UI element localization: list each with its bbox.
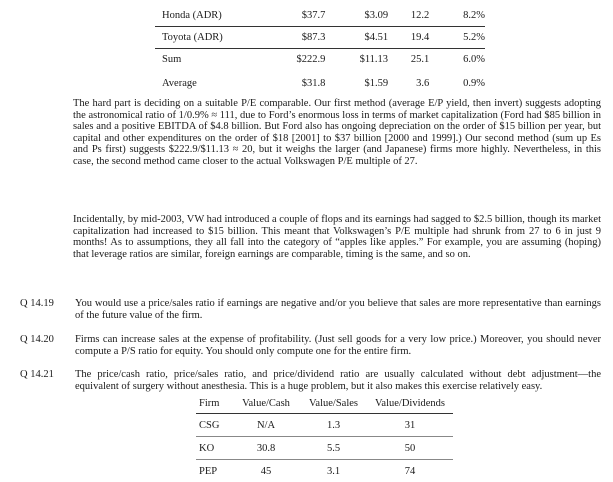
earnings-cell: $11.13 bbox=[359, 54, 389, 65]
pe-cell: 19.4 bbox=[388, 27, 429, 49]
value-cash-cell: 30.8 bbox=[232, 437, 300, 460]
ep-cell: 0.9% bbox=[463, 77, 485, 89]
table-row bbox=[155, 27, 485, 49]
firm-name-cell: Honda (ADR) bbox=[155, 5, 255, 27]
price-cell: $37.7 bbox=[255, 5, 325, 27]
column-header: Value/Sales bbox=[300, 393, 367, 414]
price-cell: $222.9 bbox=[296, 54, 326, 65]
ep-cell: 5.2% bbox=[429, 27, 485, 49]
value-dividends-cell: 50 bbox=[367, 437, 453, 460]
pe-cell: 25.1 bbox=[410, 54, 430, 65]
question-item bbox=[20, 334, 601, 357]
column-header: Firm bbox=[196, 393, 232, 414]
firm-name-cell: Sum bbox=[162, 54, 182, 65]
table-header-row bbox=[196, 393, 453, 414]
table-row bbox=[155, 70, 485, 96]
table-row bbox=[155, 5, 485, 27]
firm-cell: KO bbox=[196, 437, 232, 460]
question-label: Q 14.19 bbox=[20, 298, 54, 309]
table-row bbox=[196, 414, 453, 437]
value-cash-cell: 45 bbox=[260, 465, 272, 477]
firm-cell: PEP bbox=[199, 465, 218, 477]
price-cell: $87.3 bbox=[255, 27, 325, 49]
earnings-cell: $4.51 bbox=[325, 27, 388, 49]
column-header: Value/Dividends bbox=[367, 393, 453, 414]
value-sales-cell: 5.5 bbox=[300, 437, 367, 460]
firm-name-cell: Toyota (ADR) bbox=[155, 27, 255, 49]
value-cash-cell: N/A bbox=[232, 414, 300, 437]
body-paragraph: The hard part is deciding on a suitable P/E comparable. Our first method (average E/P yield, then invert) suggests adopting the astronomical ratio of 1/0.9% ≈ 111, due to Ford’s enormous loss in terms of market capitalization (Ford had $85 billion in sales and a positive EBITDA of $4.8 billion. But Ford also has ongoing depreciation on the order of $15 billion per year, but capital and other expenditures on the order of $18 [2001] to $37 billion [2000 and 1999].) Our second method (sum up Es and Ps first) suggests $222.9/$11.13 ≈ 20, but it weighs the larger (and Japanese) firms more highly. Nevertheless, in this case, the second method came closer to the actual Volkswagen P/E multiple of 27. bbox=[73, 98, 601, 167]
question-item bbox=[20, 369, 601, 392]
price-cell: $31.8 bbox=[301, 77, 326, 89]
firm-name-cell: Average bbox=[162, 77, 197, 89]
earnings-cell: $3.09 bbox=[325, 5, 388, 27]
value-sales-cell: 3.1 bbox=[326, 465, 341, 477]
question-answer: The price/cash ratio, price/sales ratio, and price/dividend ratio are usually calculated without debt adjustment—the equivalent of surgery without anesthesia. This is a huge problem, but it also makes this exercise relatively easy. bbox=[75, 369, 601, 392]
value-dividends-cell: 74 bbox=[404, 465, 416, 477]
question-answer: Firms can increase sales at the expense of profitability. (Just sell goods for a very low price.) Moreover, you should never compute a P/S ratio for equity. You should only compute one for the entire firm. bbox=[75, 334, 601, 357]
question-label: Q 14.20 bbox=[20, 334, 54, 345]
ep-cell: 8.2% bbox=[429, 5, 485, 27]
comparables-table bbox=[155, 5, 485, 96]
ep-cell: 6.0% bbox=[463, 54, 485, 65]
firm-cell: CSG bbox=[196, 414, 232, 437]
valuation-ratios-table bbox=[196, 393, 453, 482]
question-label: Q 14.21 bbox=[20, 369, 54, 380]
pe-cell: 3.6 bbox=[416, 77, 430, 89]
earnings-cell: $1.59 bbox=[364, 77, 389, 89]
value-sales-cell: 1.3 bbox=[300, 414, 367, 437]
table-row bbox=[196, 437, 453, 460]
body-paragraph: Incidentally, by mid-2003, VW had introduced a couple of flops and its earnings had sagged to $2.5 billion, though its market capitalization had increased to $15 billion. This meant that Volkswagen’s P/E multiple had shrunk from 27 to 6 in just 9 months! As to assumptions, they all fall into the category of “apples like apples.” For example, you are assuming (hoping) that leverage ratios are similar, foreign earnings are comparable, timing is the same, and so on. bbox=[73, 214, 601, 260]
column-header: Value/Cash bbox=[232, 393, 300, 414]
question-answer: You would use a price/sales ratio if earnings are negative and/or you believe that sales are more representative than earnings of the future value of the firm. bbox=[75, 298, 601, 321]
value-dividends-cell: 31 bbox=[367, 414, 453, 437]
question-item bbox=[20, 298, 601, 321]
table-row bbox=[155, 49, 485, 71]
table-row bbox=[196, 460, 453, 482]
pe-cell: 12.2 bbox=[388, 5, 429, 27]
